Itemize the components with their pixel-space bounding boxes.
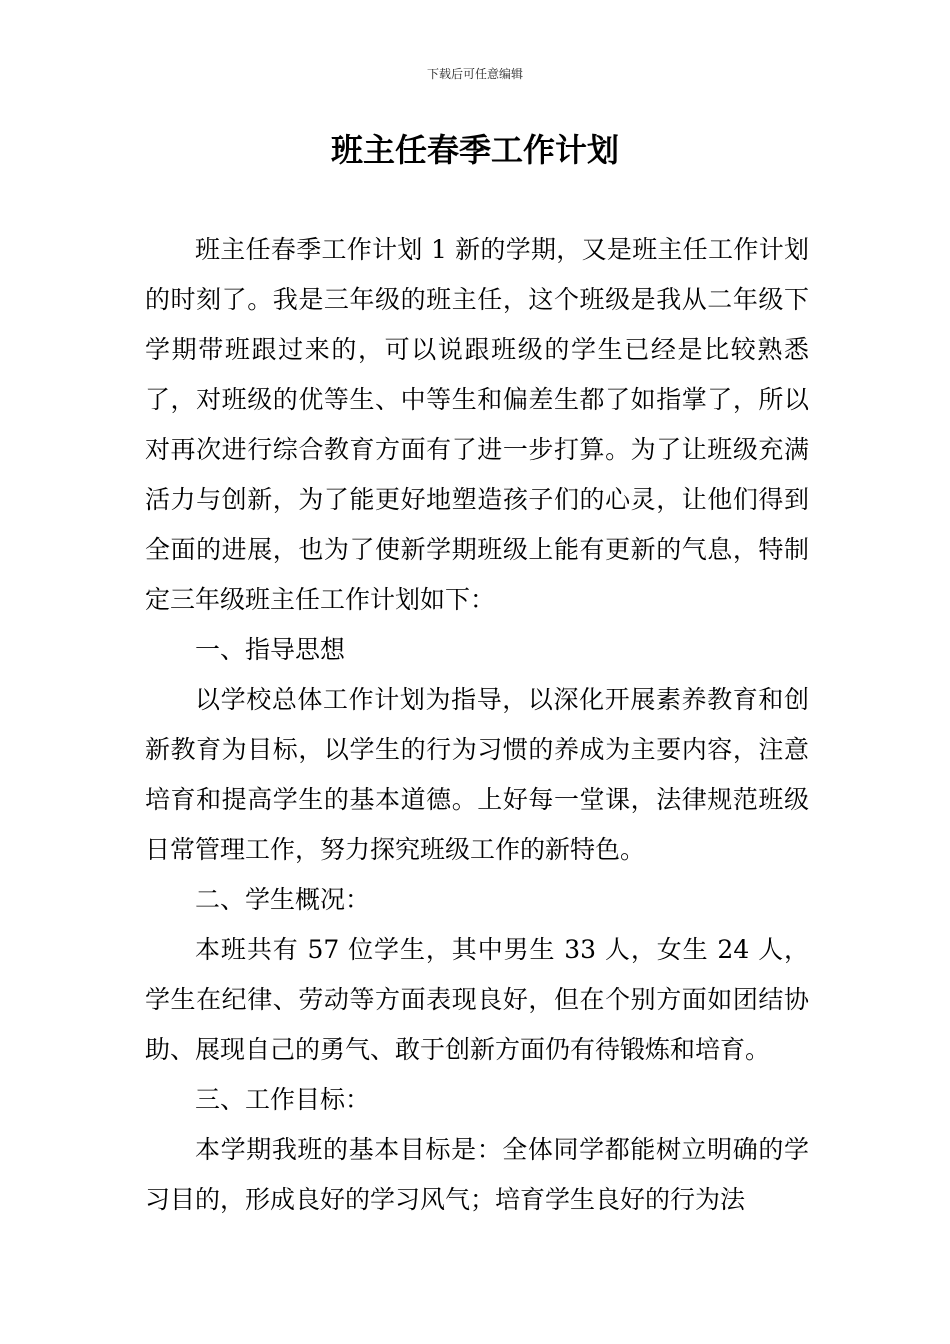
paragraph-student-overview: 本班共有 57 位学生，其中男生 33 人，女生 24 人，学生在纪律、劳动等方面表现良好，但在个别方面如团结协助、展现自己的勇气、敢于创新方面仍有待锻炼和培育。 xyxy=(145,935,809,1064)
section-heading-student-overview: 二、学生概况： xyxy=(195,885,371,914)
paragraph-work-goals: 本学期我班的基本目标是：全体同学都能树立明确的学习目的，形成良好的学习风气；培育学生良好的行为法 xyxy=(145,1135,809,1214)
section-heading-guiding-ideology: 一、指导思想 xyxy=(195,635,346,664)
header-note: 下载后可任意编辑 xyxy=(426,67,523,81)
document-body xyxy=(145,225,809,1225)
paragraph-intro: 班主任春季工作计划 1 新的学期，又是班主任工作计划的时刻了。我是三年级的班主任，这个班级是我从二年级下学期带班跟过来的，可以说跟班级的学生已经是比较熟悉了，对班级的优等生、中等生和偏差生都了如指掌了，所以对再次进行综合教育方面有了进一步打算。为了让班级充满活力与创新，为了能更好地塑造孩子们的心灵，让他们得到全面的进展，也为了使新学期班级上能有更新的气息，特制定三年级班主任工作计划如下： xyxy=(145,235,809,614)
paragraph-guiding-ideology: 以学校总体工作计划为指导，以深化开展素养教育和创新教育为目标，以学生的行为习惯的养成为主要内容，注意培育和提高学生的基本道德。上好每一堂课，法律规范班级日常管理工作，努力探究班级工作的新特色。 xyxy=(145,685,809,864)
document-title: 班主任春季工作计划 xyxy=(330,131,619,169)
section-heading-work-goals: 三、工作目标： xyxy=(195,1085,371,1114)
